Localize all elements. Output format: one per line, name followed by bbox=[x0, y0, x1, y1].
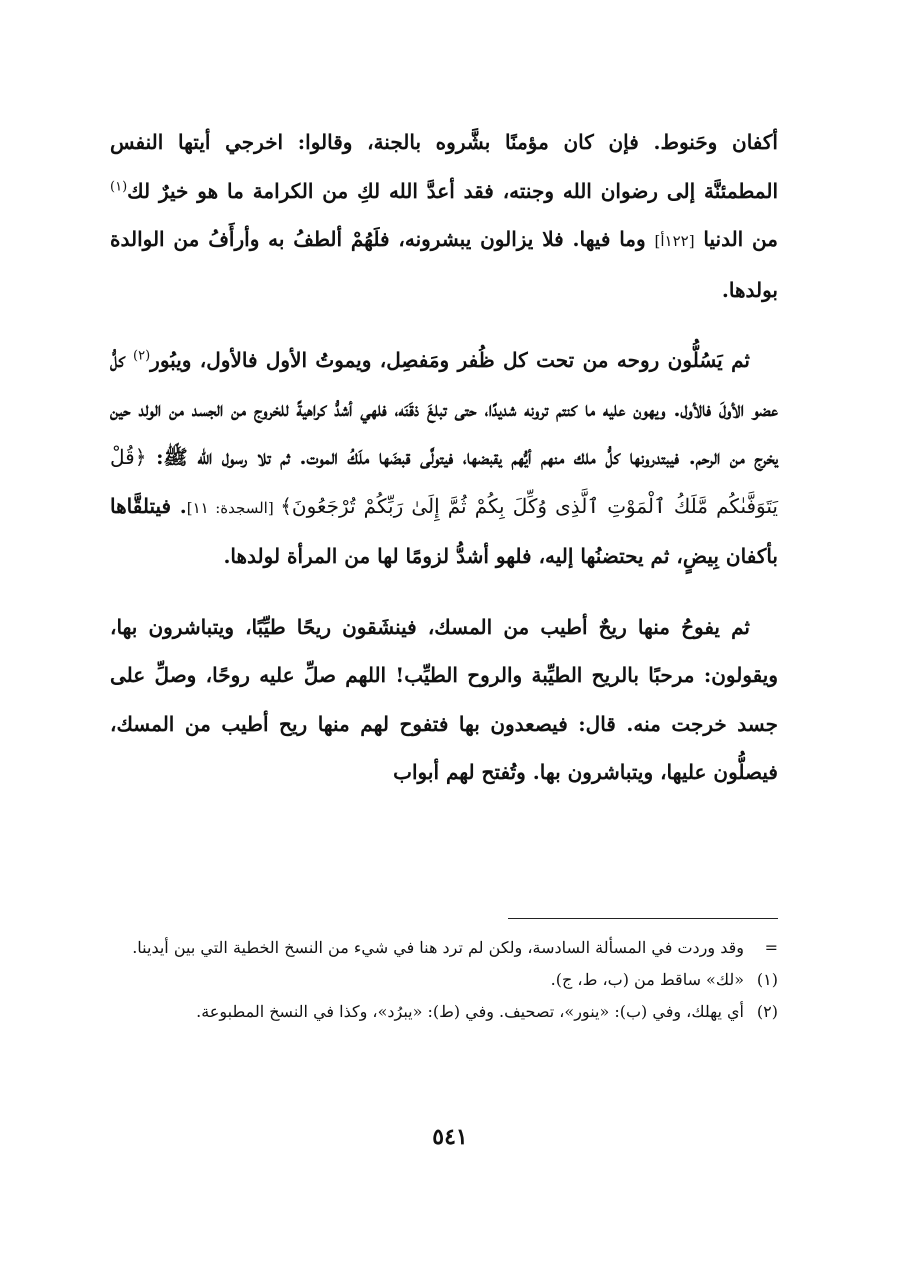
footnote-number: = bbox=[764, 938, 778, 957]
quran-verse: ﴿قُلْ يَتَوَفَّىٰكُم مَّلَكُ ٱلْمَوْتِ ٱلَّذِى وُكِّلَ بِكُمْ ثُمَّ إِلَىٰ رَبِّكُمْ تُرْجَعُونَ﴾ bbox=[110, 445, 778, 518]
footnote bbox=[110, 996, 778, 1028]
footnote-separator bbox=[508, 918, 778, 919]
footnote-marker: (١) bbox=[110, 178, 128, 194]
footnote-text: أي يهلك، وفي (ب): «ينور»، تصحيف. وفي (ط): «يبرُد»، وكذا في النسخ المطبوعة. bbox=[196, 1002, 744, 1021]
footnote-text: وقد وردت في المسألة السادسة، ولكن لم ترد هنا في شيء من النسخ الخطية التي بين أيدينا. bbox=[132, 938, 744, 957]
footnotes bbox=[110, 932, 778, 1028]
footnote-marker: (٢) bbox=[133, 348, 151, 364]
page-number: ٥٤١ bbox=[432, 1124, 468, 1150]
paragraph-1 bbox=[110, 118, 778, 314]
footnote-number: (١) bbox=[756, 970, 778, 989]
text-run: أكفان وحَنوط. فإن كان مؤمنًا بشَّروه بالجنة، وقالوا: اخرجي أيتها النفس المطمئنَّة إلى رضوان الله وجنته، فقد أعدَّ الله لكِ من الكرامة ما هو خيرٌ لك bbox=[110, 130, 778, 203]
text-run: ثم يفوحُ منها ريحٌ أطيب من المسك، فينشَقون ريحًا طيِّبًا، ويتباشرون بها، ويقولون: مرحبًا بالريح الطيِّبة والروح الطيِّب! اللهم صلِّ عليه روحًا، وصلِّ على جسد خرجت منه. قال: فيصعدون بها فتفوح لهم منها ريح أطيب من المسك، فيصلُّون عليها، ويتباشرون بها. وتُفتح لهم أبواب bbox=[110, 614, 778, 784]
footnote-text: «لك» ساقط من (ب، ط، ج). bbox=[550, 970, 744, 989]
paragraph-3 bbox=[110, 603, 778, 797]
reference: [١٢٢أ] bbox=[654, 232, 695, 250]
main-text bbox=[110, 118, 778, 819]
text-run: كلُّ عضو الأولَ فالأول. ويهون عليه ما كنتم ترونه شديدًا، حتى تبلغَ ذقَنَه، فلهي أشدُّ كراهيةً للخروج من الجسد من الولد حين يخرج من الرحم. فيبتدرونها كلُّ ملك منهم أيُّهم يقبضها، فيتولَّى قبضَها ملَكُ الموت. ثم تلا رسول الله ﷺ: bbox=[110, 348, 778, 469]
footnote bbox=[110, 964, 778, 996]
text-run: . فيتلقَّاها بأكفان بِيضٍ، ثم يحتضنُها إليه، فلهو أشدُّ لزومًا لها من المرأة لولدها. bbox=[110, 493, 778, 568]
footnote bbox=[110, 932, 778, 964]
text-run: من الدنيا bbox=[694, 227, 778, 251]
footnote-number: (٢) bbox=[756, 1002, 778, 1021]
reference: [السجدة: ١١] bbox=[186, 498, 281, 517]
text-run: ثم يَسُلُّون روحه من تحت كل ظُفر ومَفصِل، ويموتُ الأول فالأول، ويبُور bbox=[150, 348, 750, 372]
paragraph-2 bbox=[110, 336, 778, 581]
text-run: وما فيها. فلا يزالون يبشرونه، فلَهُمْ ألطفُ به وأرأَفُ من الوالدة بولدها. bbox=[110, 227, 778, 302]
